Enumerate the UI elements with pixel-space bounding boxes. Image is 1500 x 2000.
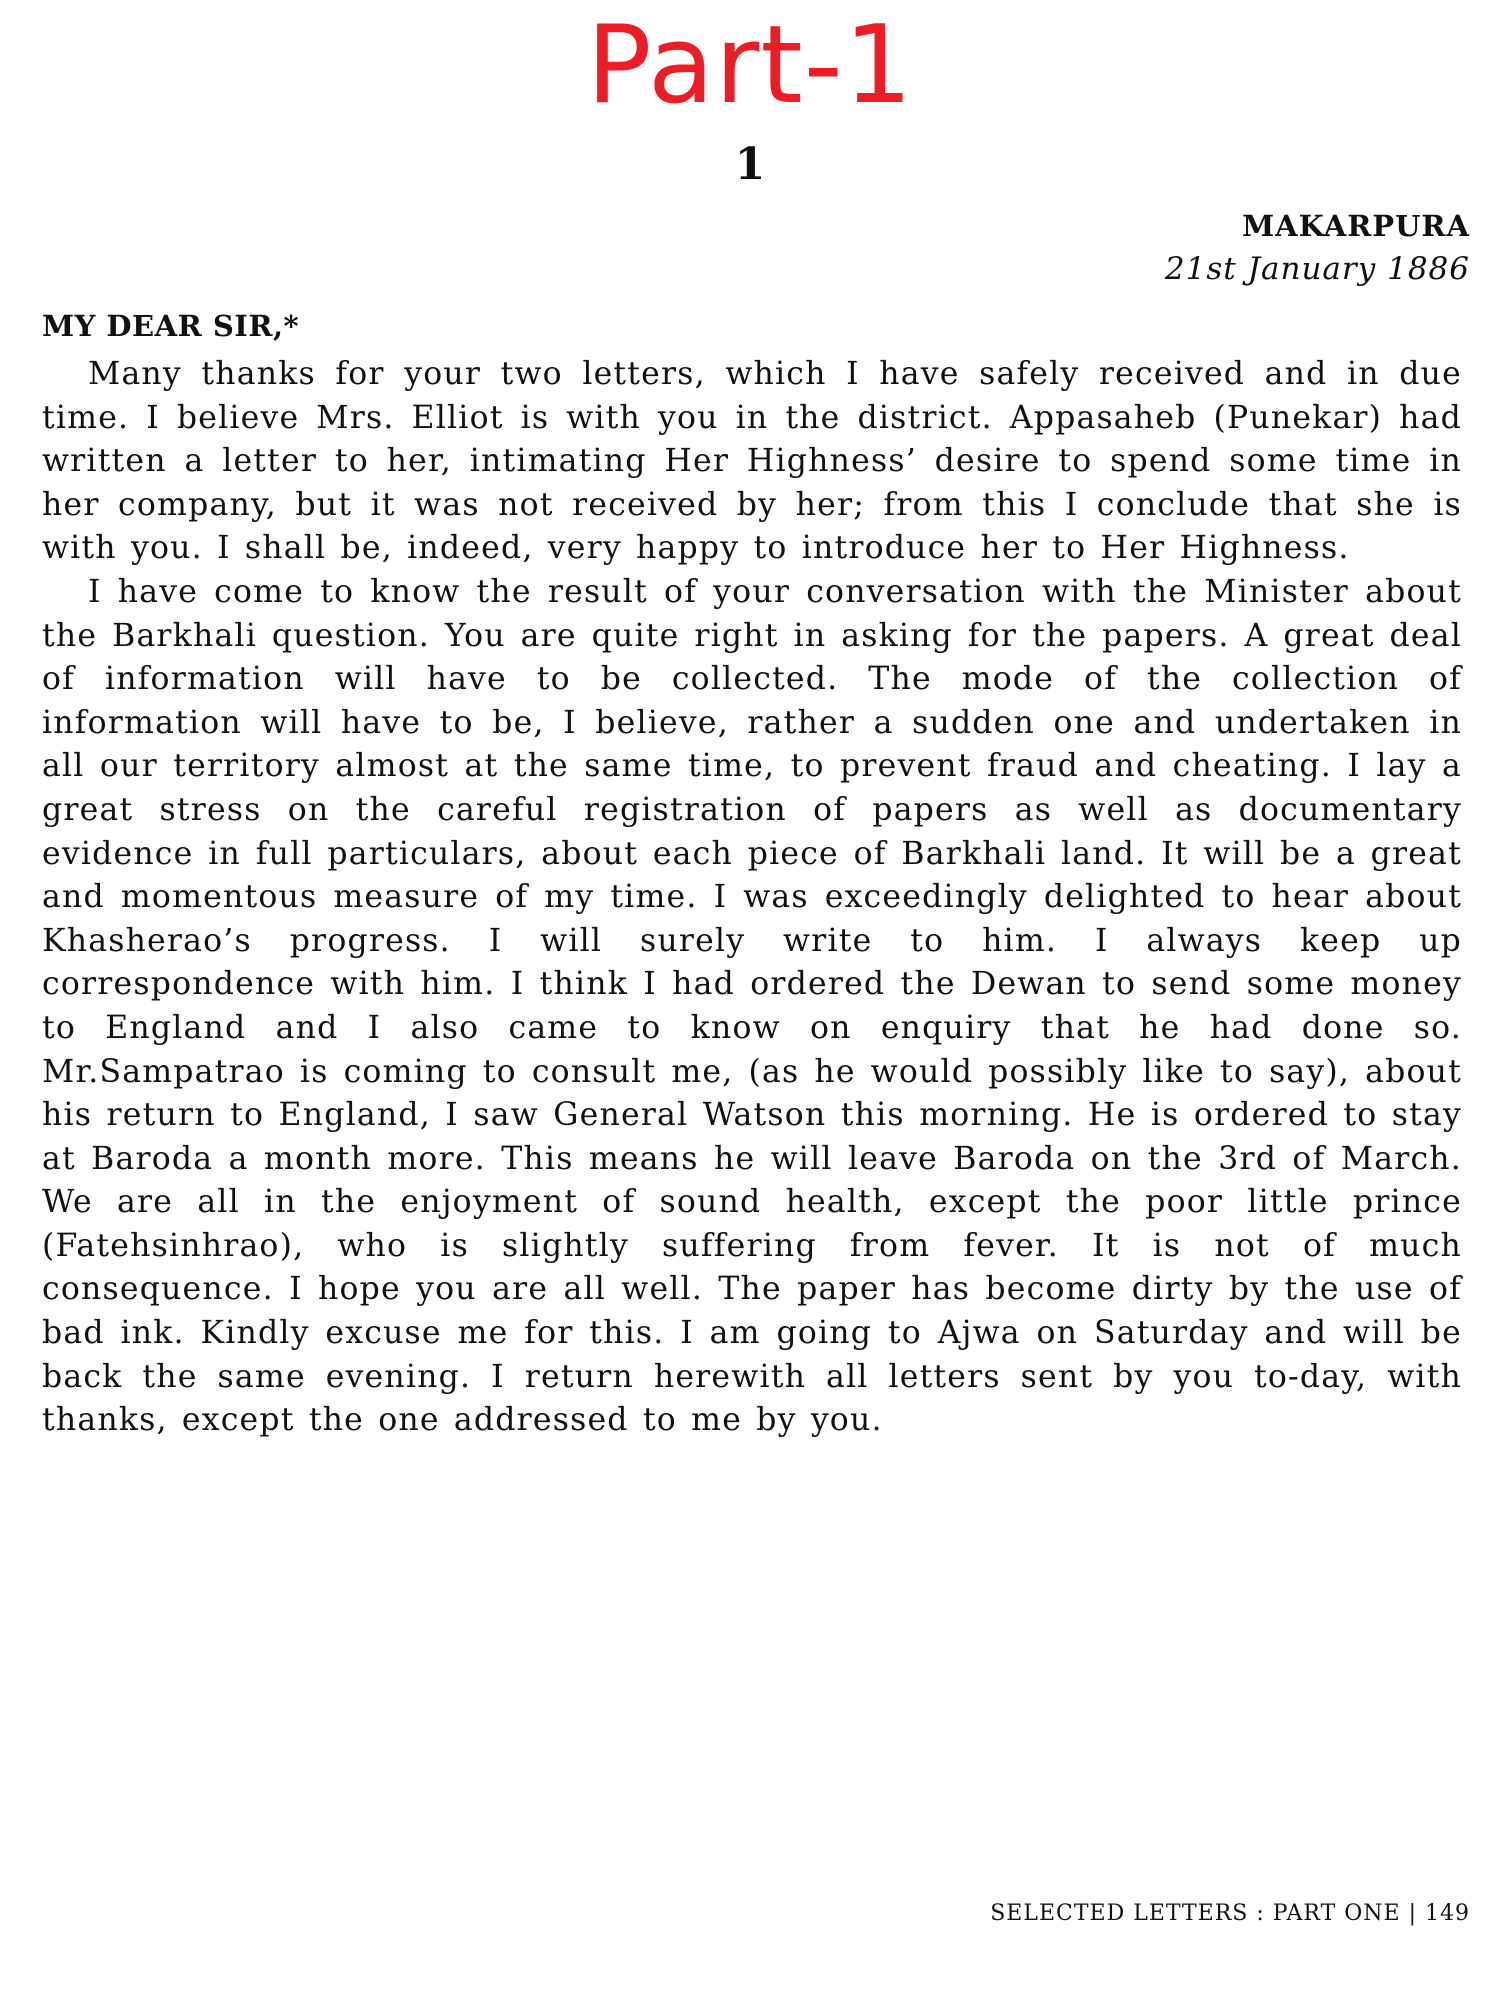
letter-date: 21st January 1886 — [1164, 251, 1470, 287]
letter-salutation: MY DEAR SIR,* — [42, 309, 300, 343]
page-footer: SELECTED LETTERS : PART ONE | 149 — [990, 1901, 1470, 1926]
letter-body — [42, 353, 1462, 1443]
letter-place: MAKARPURA — [1242, 209, 1470, 243]
letter-number: 1 — [734, 139, 766, 190]
letter-paragraph-1: Many thanks for your two letters, which I have safely received and in due time. I believe Mrs. Elliot is with you in the district. Appasaheb (Punekar) had written a letter to her, intimating Her Highness’ desire to spend some time in her company, but it was not received by her; from this I conclude that she is with you. I shall be, indeed, very happy to introduce her to Her Highness. — [42, 356, 1462, 567]
part-label: Part-1 — [586, 3, 914, 128]
letter-paragraph-2: I have come to know the result of your conversation with the Minister about the Barkhali question. You are quite right in asking for the papers. A great deal of information will have to be collected. The mode of the collection of information will have to be, I believe, rather a sudden one and undertaken in all our territory almost at the same time, to prevent fraud and cheating. I lay a great stress on the careful registration of papers as well as documentary evidence in full particulars, about each piece of Barkhali land. It will be a great and momentous measure of my time. I was exceedingly delighted to hear about Khasherao’s progress. I will surely write to him. I always keep up correspondence with him. I think I had ordered the Dewan to send some money to England and I also came to know on enquiry that he had done so. Mr.Sampatrao is coming to consult me, (as he would possibly like to say), about his return to England, I saw General Watson this morning. He is ordered to stay at Baroda a month more. This means he will leave Baroda on the 3rd of March. We are all in the enjoyment of sound health, except the poor little prince (Fatehsinhrao), who is slightly suffering from fever. It is not of much consequence. I hope you are all well. The paper has become dirty by the use of bad ink. Kindly excuse me for this. I am going to Ajwa on Saturday and will be back the same evening. I return herewith all letters sent by you to-day, with thanks, except the one addressed to me by you. — [42, 573, 1462, 1439]
